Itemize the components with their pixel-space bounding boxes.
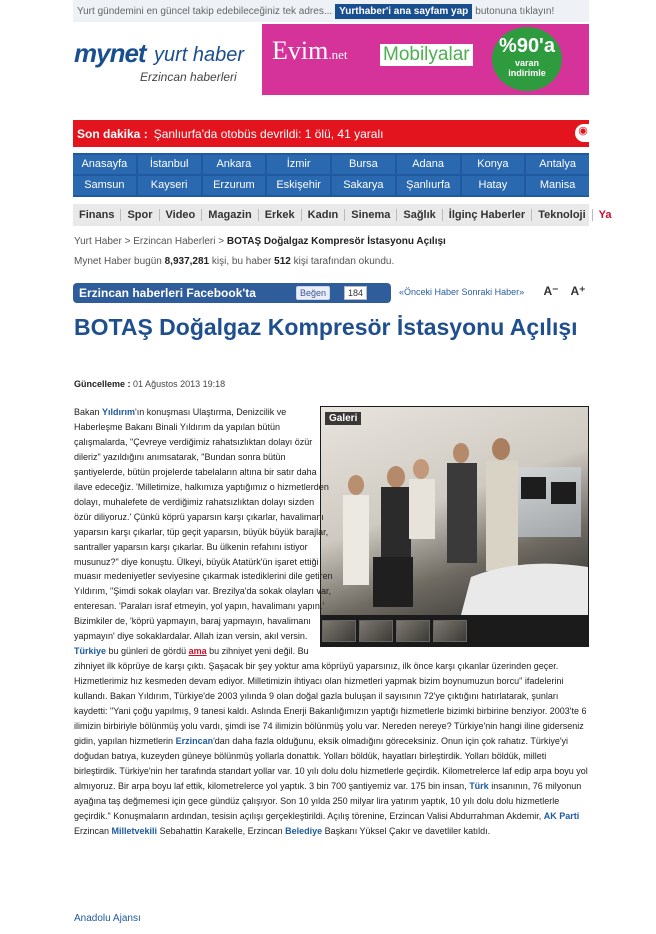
set-homepage-button[interactable]: Yurthaber'i ana sayfam yap xyxy=(335,4,472,19)
promo-text-after: butonuna tıklayın! xyxy=(475,5,555,17)
city-link[interactable]: Erzurum xyxy=(203,176,266,195)
category-nav xyxy=(73,204,612,226)
site-logo[interactable] xyxy=(74,38,254,88)
prev-article-link[interactable]: «Önceki Haber xyxy=(399,287,460,297)
city-link[interactable]: Sakarya xyxy=(332,176,395,195)
tag-link[interactable]: Belediye xyxy=(285,825,323,836)
city-link[interactable]: Samsun xyxy=(73,176,136,195)
category-link[interactable]: Sinema xyxy=(345,209,397,221)
logo-product: yurt haber xyxy=(154,44,245,66)
tag-link[interactable]: AK Parti xyxy=(543,810,580,821)
tag-link[interactable]: Yıldırım xyxy=(102,407,136,417)
city-nav xyxy=(73,153,589,197)
breadcrumb-link[interactable]: Erzincan Haberleri xyxy=(133,236,216,247)
tag-link[interactable]: Milletvekili xyxy=(111,825,158,836)
article-body: Bakan Yıldırım'ın konuşması Ulaştırma, Denizcilik ve Haberleşme Bakanı Binali Yıldırım da yapılan bütün çalışmalarda, "Çevreye verdiğimiz rahatsızlıktan dolayı özür dileriz" yazıldığını anımsatarak, "Bundan sonra bütün şantiyelerde, bütün projelerde tabelaların altına bir satır daha ilave edeceğiz. 'Milletimize, halkımıza yaptığımız o hizmetlerden dolayı, muhalefete de verdiğimiz rahatsızlıktan dolayı sizden özür diliyoruz.' Çünkü köprü yaparsın karşı çıkarlar, havalimanı yaparsın karşı çıkarlar, tüp geçit yaparsın, büyük büyük barajlar, santraller yaparsın karşı çıkarlar. Bu ülkenin refahını istiyor musunuz?" diye konuştu. Ülkeyi, büyük Atatürk'ün işaret ettiği muasır medeniyetler seviyesine çıkarmak istediklerini dile getiren Yıldırım, "Şimdi sokak olayları var. Brezilya'da sokak olayları var, enteresan. 'Paraları israf etmeyin, yol yapın, havalimanı yapın.' Bizimkiler de, 'köprü yapmayın, baraj yapmayın, havalimanı yapmayın' diye sokaklardalar. Allah izan versin, akıl versin. Türkiye bu günleri de gördü ama bu zihniyet yeni değil. Bu zihniyet ilk köprüye de karşı çıktı. Şaşacak bir şey yoktur ama köprüyü yaparsınız, ilk önce karşı çıkanlar üzerinden geçer. Hizmetlerimiz hız kesmeden devam ediyor. Milletimizin ihtiyacı olan hizmetleri yapmak bizim boynumuzun borcu" ifadelerini kullandı. Bakan Yıldırım, Türkiye'de 2003 yılında 9 olan doğal gazla buluşan il sayısının 72'ye çıktığını hatırlatarak, şunları kaydetti: "Yani çoğu yapılmış, 9 tanesi kaldı. Aslında Enerji Bakanlığımızın yaptığı hizmetlerle bizimki birbirine benziyor. 2003'te 6 ilimizin birbiriyle bölünmüş yolu vardı, şimdi ise 74 ilimizin bölünmüş yolu var. Nereden nereye? Türkiye'nin hangi iline giderseniz gidin, yapılan hizmetlerin Erzincan'dan daha fazla olduğunu, eksik olmadığını göreceksiniz. Onun için çok rahatız. Türkiye'yi doğudan batıya, kuzeyden güneye bölünmüş yollarla donattık. Yolları böldük, hayatları birleştirdik. Yolları böldük, milleti birleştirdik. Türkiye'nin her tarafında standart yollar var. 10 yılı dolu dolu hizmetlerle geçirdik. Kilometrelerce laf edip arpa boyu yol almıyoruz. Bir arpa boyu laf ettik, kilometrelerce yol yaptık. 3 bin 700 şantiyemiz var. 175 bin insan, Türk insanının, 76 milyonun ayağına taş değmemesi için gece gündüz çalışıyor. Son 10 yılda 250 milyar lira yatırım yaptık, 10 yılı dolu dolu hizmetlerle geçirdik." Konuşmaların ardından, tesisin açılışı gerçekleştirildi. Açılış törenine, Erzincan Valisi Abdurrahman Akdemir, AK Parti Erzincan Milletvekili Sebahattin Karakelle, Erzincan Belediye Başkanı Yüksel Çakır ve davetliler katıldı. xyxy=(74,407,588,836)
rss-icon[interactable]: ◉ xyxy=(575,124,591,142)
promo-text-before: Yurt gündemini en güncel takip edebileceğiniz tek adres... xyxy=(77,5,333,17)
city-link[interactable]: Bursa xyxy=(332,155,395,174)
city-link[interactable]: Antalya xyxy=(526,155,589,174)
update-time: Güncelleme : 01 Ağustos 2013 19:18 xyxy=(74,379,226,389)
city-link[interactable]: Şanlıurfa xyxy=(397,176,460,195)
breaking-news-bar[interactable] xyxy=(73,120,589,147)
category-link[interactable]: İlginç Haberler xyxy=(443,209,532,221)
logo-brand: mynet xyxy=(74,38,146,68)
article-nav xyxy=(399,287,524,297)
category-link[interactable]: Video xyxy=(160,209,203,221)
category-link[interactable]: Erkek xyxy=(259,209,302,221)
breaking-label: Son dakika : xyxy=(77,126,148,141)
top-promo-bar xyxy=(73,0,589,22)
city-link[interactable]: İstanbul xyxy=(138,155,201,174)
category-link[interactable]: Sağlık xyxy=(397,209,442,221)
ad-discount-badge: %90'a varan indirimle xyxy=(492,27,562,91)
tag-link[interactable]: Türk xyxy=(469,780,489,791)
city-link[interactable]: Eskişehir xyxy=(267,176,330,195)
category-link[interactable]: Kadın xyxy=(302,209,346,221)
city-link[interactable]: Adana xyxy=(397,155,460,174)
breadcrumb-current: BOTAŞ Doğalgaz Kompresör İstasyonu Açılışı xyxy=(226,236,446,247)
city-link[interactable]: Anasayfa xyxy=(73,155,136,174)
tag-link[interactable]: Erzincan xyxy=(175,735,214,746)
breadcrumb-link[interactable]: Yurt Haber xyxy=(74,236,122,247)
tag-link[interactable]: ama xyxy=(188,646,207,657)
breadcrumb: Yurt Haber > Erzincan Haberleri > BOTAŞ Doğalgaz Kompresör İstasyonu Açılışı xyxy=(74,236,446,247)
category-link[interactable]: Magazin xyxy=(202,209,258,221)
facebook-like-count: 184 xyxy=(344,286,367,300)
article-title: BOTAŞ Doğalgaz Kompresör İstasyonu Açılışı xyxy=(74,314,578,340)
font-increase-button[interactable]: A⁺ xyxy=(570,284,586,298)
facebook-bar xyxy=(73,283,391,303)
gallery-label: Galeri xyxy=(325,412,361,425)
city-link[interactable]: Konya xyxy=(462,155,525,174)
next-article-link[interactable]: Sonraki Haber» xyxy=(461,287,525,297)
city-link[interactable]: Kayseri xyxy=(138,176,201,195)
tag-link[interactable]: Türkiye xyxy=(74,646,107,657)
news-source[interactable]: Anadolu Ajansı xyxy=(74,913,141,924)
breaking-headline[interactable]: Şanlıurfa'da otobüs devrildi: 1 ölü, 41 yaralı xyxy=(153,126,384,141)
facebook-like-button[interactable]: Beğen xyxy=(296,286,330,300)
font-decrease-button[interactable]: A⁻ xyxy=(543,284,559,298)
ad-brand: Evim.net xyxy=(272,36,348,65)
category-link[interactable]: Spor xyxy=(121,209,159,221)
logo-subtitle: Erzincan haberleri xyxy=(140,70,237,84)
city-link[interactable]: Ankara xyxy=(203,155,266,174)
city-link[interactable]: Hatay xyxy=(462,176,525,195)
city-link[interactable]: Manisa xyxy=(526,176,589,195)
city-link[interactable]: İzmir xyxy=(267,155,330,174)
category-link[interactable]: Teknoloji xyxy=(532,209,592,221)
category-link[interactable]: Ya xyxy=(598,209,612,221)
ad-category: Mobilyalar xyxy=(380,44,473,66)
advertisement-banner[interactable] xyxy=(262,24,589,95)
facebook-label: Erzincan haberleri Facebook'ta xyxy=(79,286,256,300)
read-counter: Mynet Haber bugün 8,937,281 kişi, bu haber 512 kişi tarafından okundu. xyxy=(74,256,395,267)
category-link[interactable]: Finans xyxy=(73,209,121,221)
